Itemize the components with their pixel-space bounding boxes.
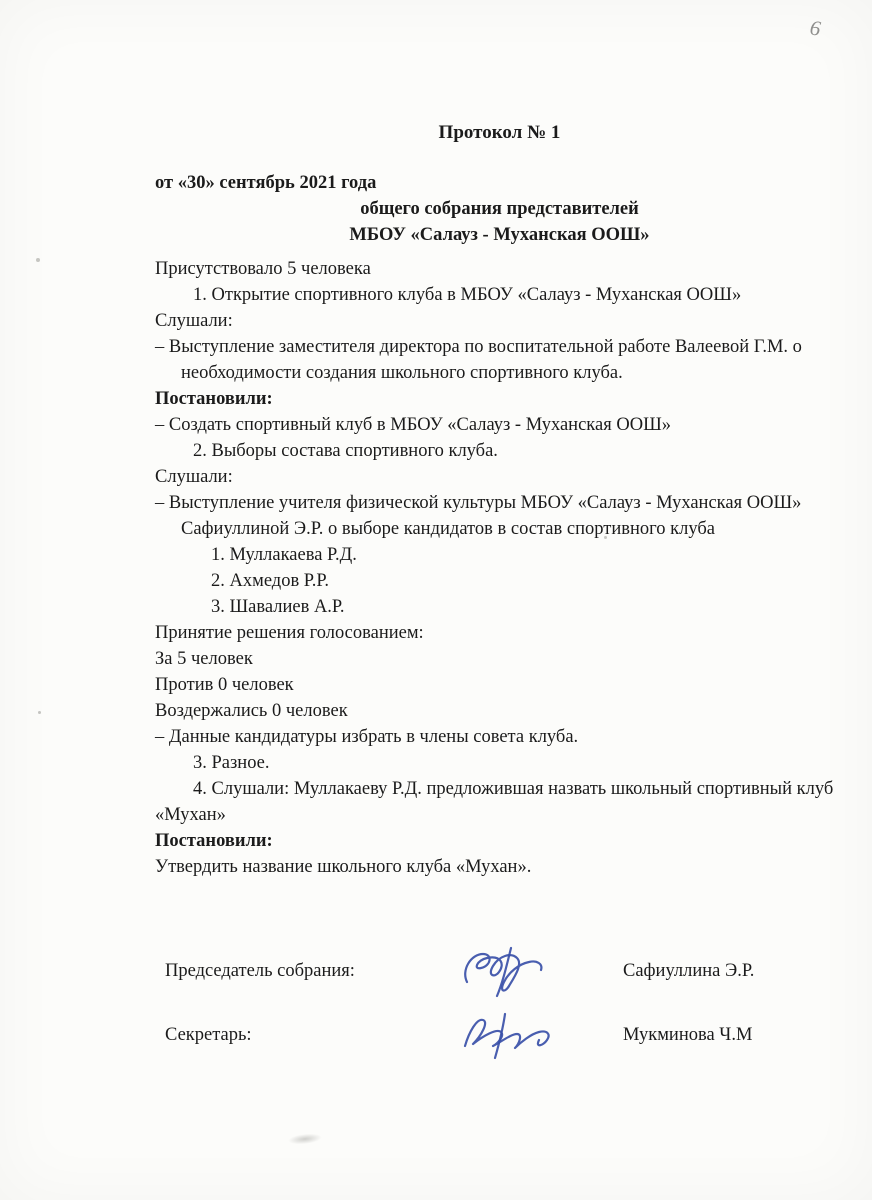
secretary-signature-image: [445, 1006, 595, 1064]
body-line: 2. Выборы состава спортивного клуба.: [193, 441, 498, 461]
signature-block: [155, 942, 844, 1064]
document-header: [155, 170, 844, 248]
body-line: Принятие решения голосованием:: [155, 623, 424, 643]
body-line: Постановили:: [155, 831, 273, 851]
handwritten-page-number: 6: [807, 15, 822, 41]
body-line: Слушали:: [155, 311, 233, 331]
body-line: Воздержались 0 человек: [155, 701, 348, 721]
body-line: 1. Муллакаева Р.Д.: [211, 545, 357, 565]
body-line: Против 0 человек: [155, 675, 294, 695]
chair-signature-row: [155, 942, 844, 1000]
body-line: Постановили:: [155, 389, 273, 409]
body-line: – Данные кандидатуры избрать в члены совета клуба.: [155, 727, 579, 747]
body-line: 2. Ахмедов Р.Р.: [211, 571, 330, 591]
body-line: – Создать спортивный клуб в МБОУ «Салауз - Муханская ООШ»: [155, 415, 671, 435]
body-line: – Выступление заместителя директора по воспитательной работе Валеевой Г.М. о необходимости создания школьного спортивного клуба.: [155, 337, 802, 383]
body-line: Утвердить название школьного клуба «Мухан».: [155, 857, 532, 877]
chair-name: Сафиуллина Э.Р.: [623, 961, 755, 981]
secretary-signature-row: [155, 1006, 844, 1064]
chair-signature-image: [445, 942, 595, 1000]
scan-smudge: [288, 1132, 323, 1145]
body-line: 3. Шавалиев А.Р.: [211, 597, 345, 617]
secretary-label: Секретарь:: [165, 1025, 252, 1045]
document-title: Протокол № 1: [438, 122, 561, 143]
body-line: За 5 человек: [155, 649, 253, 669]
subtitle-line-2: МБОУ «Салауз - Муханская ООШ»: [349, 225, 650, 245]
body-line: 1. Открытие спортивного клуба в МБОУ «Салауз - Муханская ООШ»: [193, 285, 742, 305]
secretary-name: Мукминова Ч.М: [623, 1025, 753, 1045]
body-line: Слушали:: [155, 467, 233, 487]
body-line: – Выступление учителя физической культуры МБОУ «Салауз - Муханская ООШ» Сафиуллиной Э.Р. о выборе кандидатов в состав спортивного клуба: [155, 493, 802, 539]
body-line: 4. Слушали: Муллакаеву Р.Д. предложившая назвать школьный спортивный клуб «Мухан»: [155, 779, 834, 825]
document-body: [155, 256, 844, 880]
body-line: Присутствовало 5 человека: [155, 259, 371, 279]
chair-label: Председатель собрания:: [165, 961, 355, 981]
date-line: от «30» сентябрь 2021 года: [155, 173, 377, 193]
body-line: 3. Разное.: [193, 753, 270, 773]
subtitle-line-1: общего собрания представителей: [360, 199, 639, 219]
